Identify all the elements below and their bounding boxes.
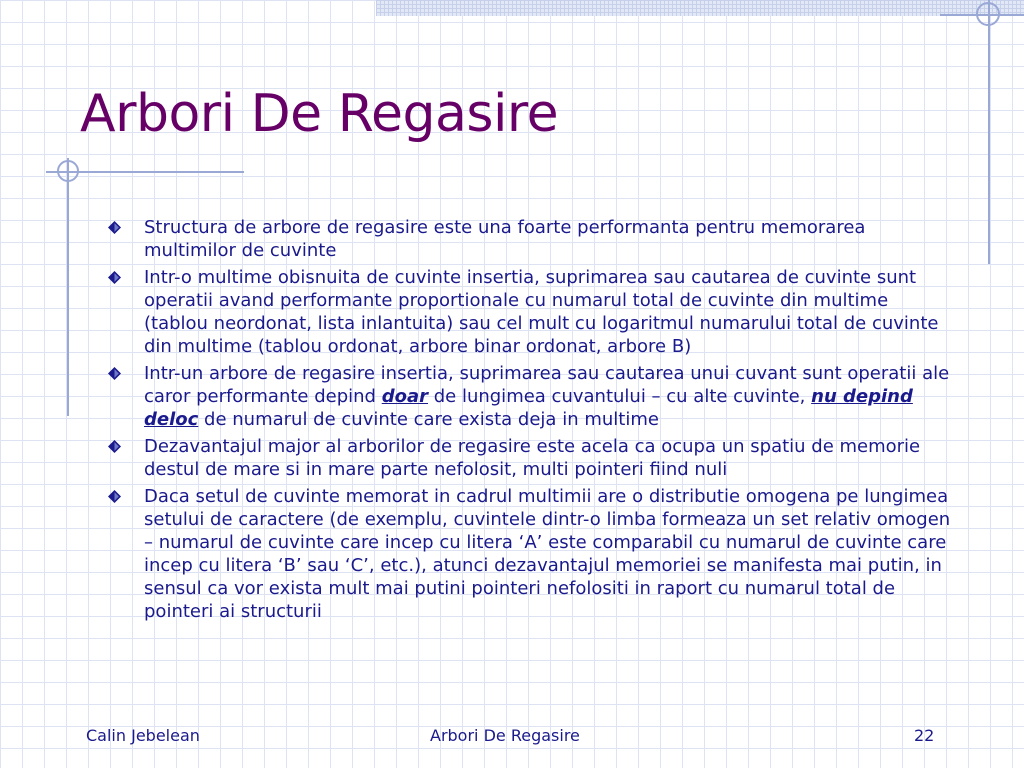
left-vertical-rule (67, 158, 69, 416)
diamond-bullet-icon (108, 221, 121, 234)
bullet-text-part: de numarul de cuvinte care exista deja in multime (198, 409, 659, 430)
bullet-text: Intr-o multime obisnuita de cuvinte insertia, suprimarea sau cautarea de cuvinte sunt operatii avand performante proportionale cu numarul total de cuvinte din multime (tablou neordonat, lista inlantuita) sau cel mult cu logaritmul numarului total de cuvinte din multime (tablou ordonat, arbore binar ordonat, arbore B) (144, 267, 939, 357)
slide-title: Arbori De Regasire (80, 84, 559, 144)
bullet-text-part: de lungimea cuvantului – cu alte cuvinte, (428, 386, 812, 407)
right-vertical-rule (988, 0, 990, 264)
bullet-text: Dezavantajul major al arborilor de regasire este acela ca ocupa un spatiu de memorie destul de mare si in mare parte nefolosit, multi pointeri fiind nuli (144, 436, 921, 480)
diamond-bullet-icon (108, 440, 121, 453)
footer-title: Arbori De Regasire (430, 726, 580, 745)
bullet-item (104, 216, 956, 262)
bullet-text: Daca setul de cuvinte memorat in cadrul multimii are o distributie omogena pe lungimea setului de caractere (de exemplu, cuvintele dintr-o limba formeaza un set relativ omogen – numarul de cuvinte care incep cu litera ‘A’ este comparabil cu numarul de cuvinte care incep cu litera ‘B’ sau ‘C’, etc.), atunci dezavantajul memoriei se manifesta mai putin, in sensul ca vor exista mult mai putini pointeri nefolositi in raport cu numarul total de pointeri ai structurii (144, 486, 951, 622)
bullet-item (104, 362, 956, 431)
right-ring-ornament (976, 2, 1000, 26)
bullet-item (104, 435, 956, 481)
emphasis-text: nu depind deloc (144, 386, 913, 430)
footer-author: Calin Jebelean (86, 726, 200, 745)
top-decorative-band (376, 0, 1024, 16)
diamond-bullet-icon (108, 367, 121, 380)
page-number: 22 (914, 726, 935, 745)
bullet-list (104, 216, 956, 627)
left-ring-ornament (57, 160, 79, 182)
emphasis-text: doar (381, 386, 428, 407)
diamond-bullet-icon (108, 490, 121, 503)
diamond-bullet-icon (108, 271, 121, 284)
bullet-text: Structura de arbore de regasire este una foarte performanta pentru memorarea multimilor de cuvinte (144, 217, 866, 261)
bullet-item (104, 485, 956, 623)
bullet-text-part: Intr-un arbore de regasire insertia, suprimarea sau cautarea unui cuvant sunt operatii ale caror performante depind (144, 363, 950, 407)
bullet-item (104, 266, 956, 358)
